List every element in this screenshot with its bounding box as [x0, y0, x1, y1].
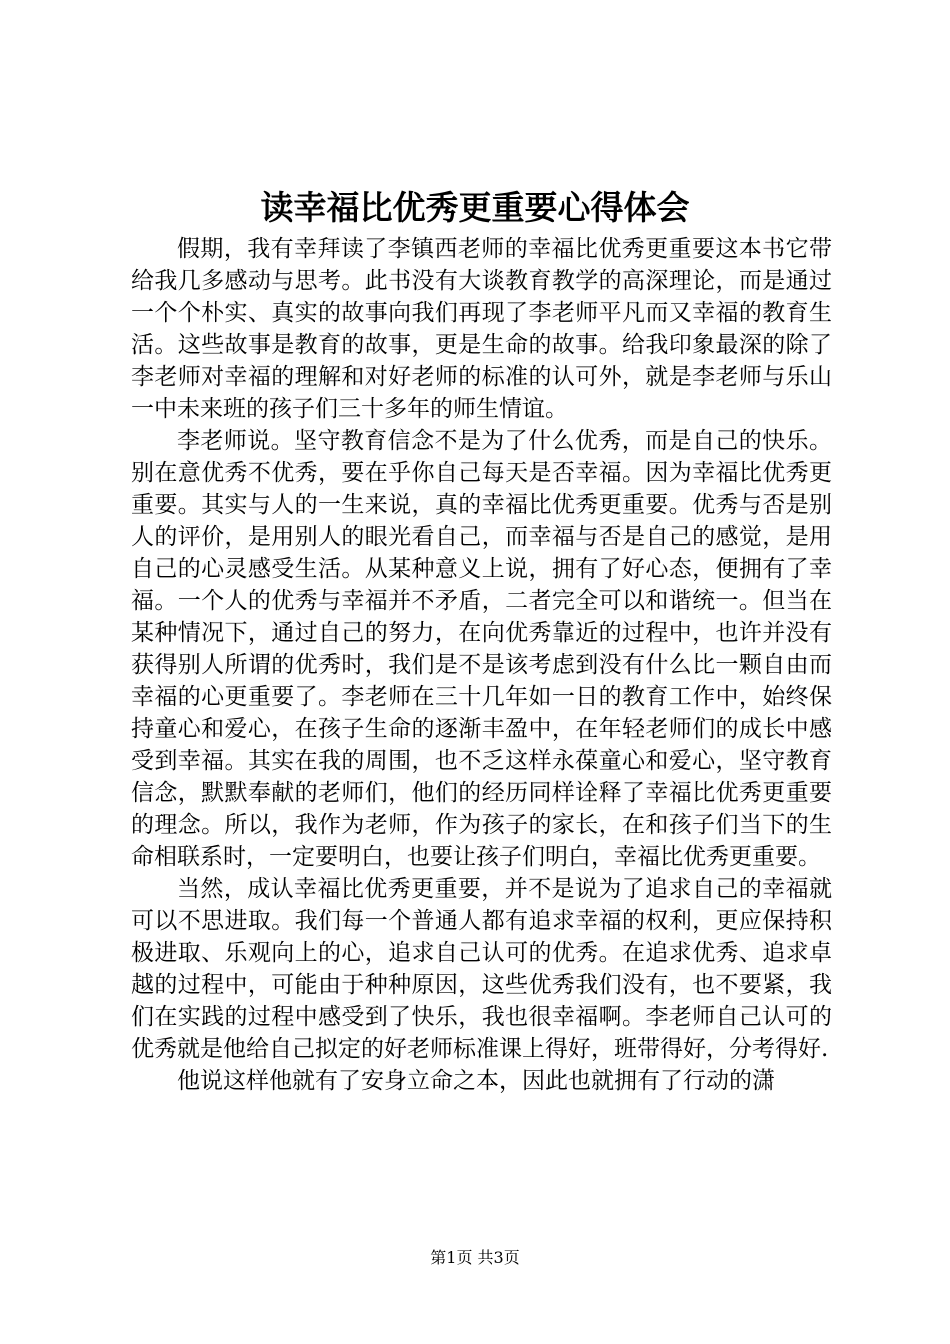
document-title: 读幸福比优秀更重要心得体会	[260, 188, 690, 227]
paragraph-4: 他说这样他就有了安身立命之本，因此也就拥有了行动的潇	[177, 1068, 775, 1094]
paragraph-2: 李老师说。坚守教育信念不是为了什么优秀，而是自己的快乐。别在意优秀不优秀，要在乎你自己每天是否幸福。因为幸福比优秀更重要。其实与人的一生来说，真的幸福比优秀更重要。优秀与否是别人的评价，是用别人的眼光看自己，而幸福与否是自己的感觉，是用自己的心灵感受生活。从某种意义上说，拥有了好心态，便拥有了幸福。一个人的优秀与幸福并不矛盾，二者完全可以和谐统一。但当在某种情况下，通过自己的努力，在向优秀靠近的过程中，也许并没有获得别人所谓的优秀时，我们是不是该考虑到没有什么比一颗自由而幸福的心更重要了。李老师在三十几年如一日的教育工作中，始终保持童心和爱心，在孩子生命的逐渐丰盈中，在年轻老师们的成长中感受到幸福。其实在我的周围，也不乏这样永葆童心和爱心，坚守教育信念，默默奉献的老师们，他们的经历同样诠释了幸福比优秀更重要的理念。所以，我作为老师，作为孩子的家长，在和孩子们当下的生命相联系时，一定要明白，也要让孩子们明白，幸福比优秀更重要。	[131, 428, 832, 870]
page-footer: 第1页 共3页	[430, 1248, 520, 1267]
paragraph-3: 当然，成认幸福比优秀更重要，并不是说为了追求自己的幸福就可以不思进取。我们每一个普通人都有追求幸福的权利，更应保持积极进取、乐观向上的心，追求自己认可的优秀。在追求优秀、追求卓越的过程中，可能由于种种原因，这些优秀我们没有，也不要紧，我们在实践的过程中感受到了快乐，我也很幸福啊。李老师自己认可的优秀就是他给自己拟定的好老师标准课上得好，班带得好，分考得好.	[131, 876, 832, 1062]
paragraph-1: 假期，我有幸拜读了李镇西老师的幸福比优秀更重要这本书它带给我几多感动与思考。此书没有大谈教育教学的高深理论，而是通过一个个朴实、真实的故事向我们再现了李老师平凡而又幸福的教育生活。这些故事是教育的故事，更是生命的故事。给我印象最深的除了李老师对幸福的理解和对好老师的标准的认可外，就是李老师与乐山一中未来班的孩子们三十多年的师生情谊。	[131, 236, 832, 422]
document-body	[131, 233, 832, 1097]
